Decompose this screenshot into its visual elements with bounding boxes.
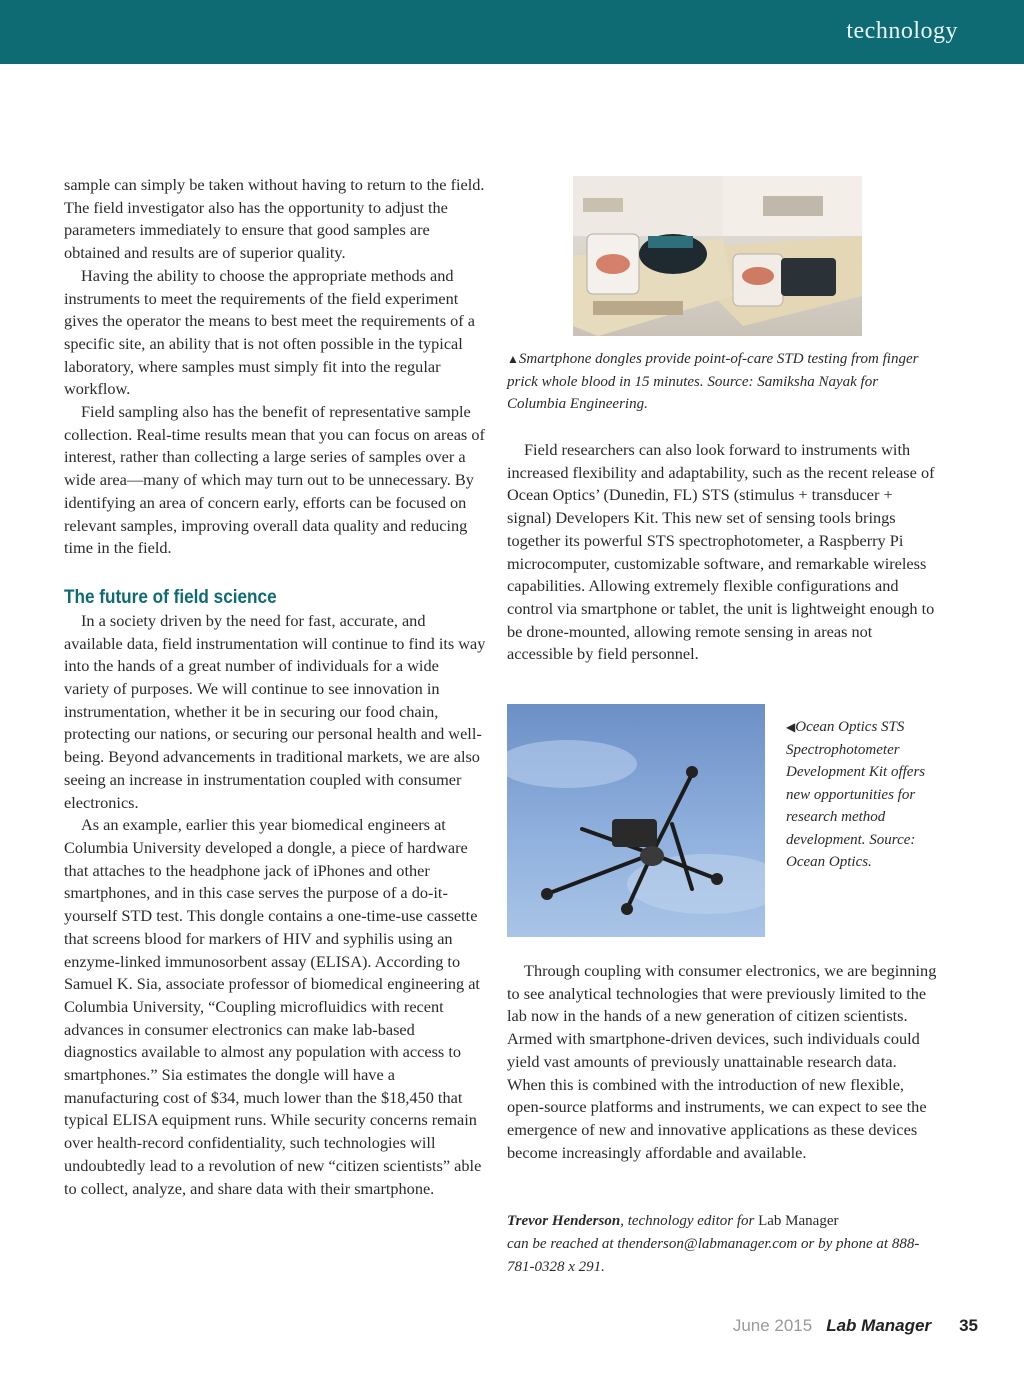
right-paragraph-2: Through coupling with consumer electronics, we are beginning to see analytical technologies that were previously limited to the lab now in the hands of a new generation of citizen scientists. Armed with smartphone-driven devices, such individuals could yield vast amounts of previously unattainable research data. When this is combined with the introduction of new flexible, open-source platforms and instruments, we can expect to see the emergence of new and innovative applications as these devices become increasingly affordable and available.: [507, 961, 937, 1162]
dongle-caption: [507, 348, 927, 416]
left-paragraph-5: As an example, earlier this year biomedical engineers at Columbia University developed a dongle, a piece of hardware that attaches to the headphone jack of iPhones and other smartphones, and in this case serves the purpose of a do-it-yourself STD test. This dongle contains a one-time-use cassette that screens blood for markers of HIV and syphilis using an enzyme-linked immunosorbent assay (ELISA). According to Samuel K. Sia, associate professor of biomedical engineering at Columbia University, “Coupling microfluidics with recent advances in consumer electronics can make lab-based diagnostics available to almost any population with access to smartphones.” Sia estimates the dongle will have a manufacturing cost of $34, much lower than the $18,450 that typical ELISA equipment runs. While security concerns remain over health-record confidentiality, such technologies will undoubtedly lead to a revolution of new “citizen scientists” able to collect, analyze, and share data with their smartphone.: [64, 815, 482, 1198]
drone-photo: [507, 704, 765, 937]
dongle-photo: [573, 176, 862, 336]
left-paragraph-1: sample can simply be taken without having to return to the field. The field investigator also has the opportunity to adjust the parameters immediately to ensure that good samples are obtained and results are of superior quality.: [64, 175, 485, 263]
triangle-left-icon: ◀: [786, 720, 796, 734]
author-byline: [507, 1210, 939, 1279]
left-column: [64, 174, 488, 1200]
triangle-up-icon: ▲: [507, 352, 519, 366]
page-number: 35: [959, 1316, 978, 1335]
drone-caption-text: Ocean Optics STS Spectrophotometer Development Kit offers new opportunities for research method development. Source: Ocean Optics.: [786, 719, 926, 870]
footer-date: June 2015: [732, 1316, 813, 1335]
byline-magazine: Lab Manager: [758, 1213, 839, 1229]
header-bar: [0, 0, 1024, 64]
dongle-caption-text: Smartphone dongles provide point-of-care STD testing from finger prick whole blood in 15 minutes. Source: Samiksha Nayak for Columbia Engineering.: [507, 351, 919, 412]
author-name: Trevor Henderson: [507, 1213, 621, 1229]
dongle-illustration: [573, 176, 862, 336]
drone-illustration: [507, 704, 765, 937]
right-paragraph-1: Field researchers can also look forward to instruments with increased flexibility and adaptability, such as the recent release of Ocean Optics’ (Dunedin, FL) STS (stimulus + transducer + signal) Developers Kit. This new set of sensing tools brings together its powerful STS spectrophotometer, a Raspberry Pi microcomputer, customizable software, and remarkable wireless capabilities. Allowing extremely flexible configurations and control via smartphone or tablet, the unit is lightweight enough to be drone-mounted, allowing remote sensing in areas not accessible by field personnel.: [507, 440, 935, 664]
author-role: , technology editor for: [620, 1213, 759, 1229]
section-label: technology: [846, 18, 958, 44]
author-contact: can be reached at thenderson@labmanager.com or by phone at 888-781-0328 x 291.: [507, 1236, 920, 1275]
left-paragraph-3: Field sampling also has the benefit of representative sample collection. Real-time results mean that you can focus on areas of interest, rather than collecting a large series of samples over a wide area—many of which may turn out to be unnecessary. By identifying an area of concern early, efforts can be focused on relevant samples, improving overall data quality and reducing time in the field.: [64, 402, 485, 558]
page-footer: [733, 1316, 978, 1336]
footer-magazine: Lab Manager: [826, 1316, 932, 1335]
drone-caption: [786, 716, 946, 874]
section-subhead: The future of field science: [64, 585, 277, 608]
left-paragraph-4: In a society driven by the need for fast, accurate, and available data, field instrumentation will continue to find its way into the hands of a great number of individuals for a wide variety of purposes. We will continue to see innovation in instrumentation, whether it be in securing our food chain, protecting our nations, or securing our personal health and well-being. Beyond advancements in traditional markets, we are also seeing an increase in instrumentation coupled with consumer electronics.: [64, 610, 486, 812]
left-paragraph-2: Having the ability to choose the appropriate methods and instruments to meet the requirements of the field experiment gives the operator the means to best meet the requirements of a specific site, an ability that is not often possible in the typical laboratory, where samples must simply fit into the regular workflow.: [64, 265, 475, 399]
